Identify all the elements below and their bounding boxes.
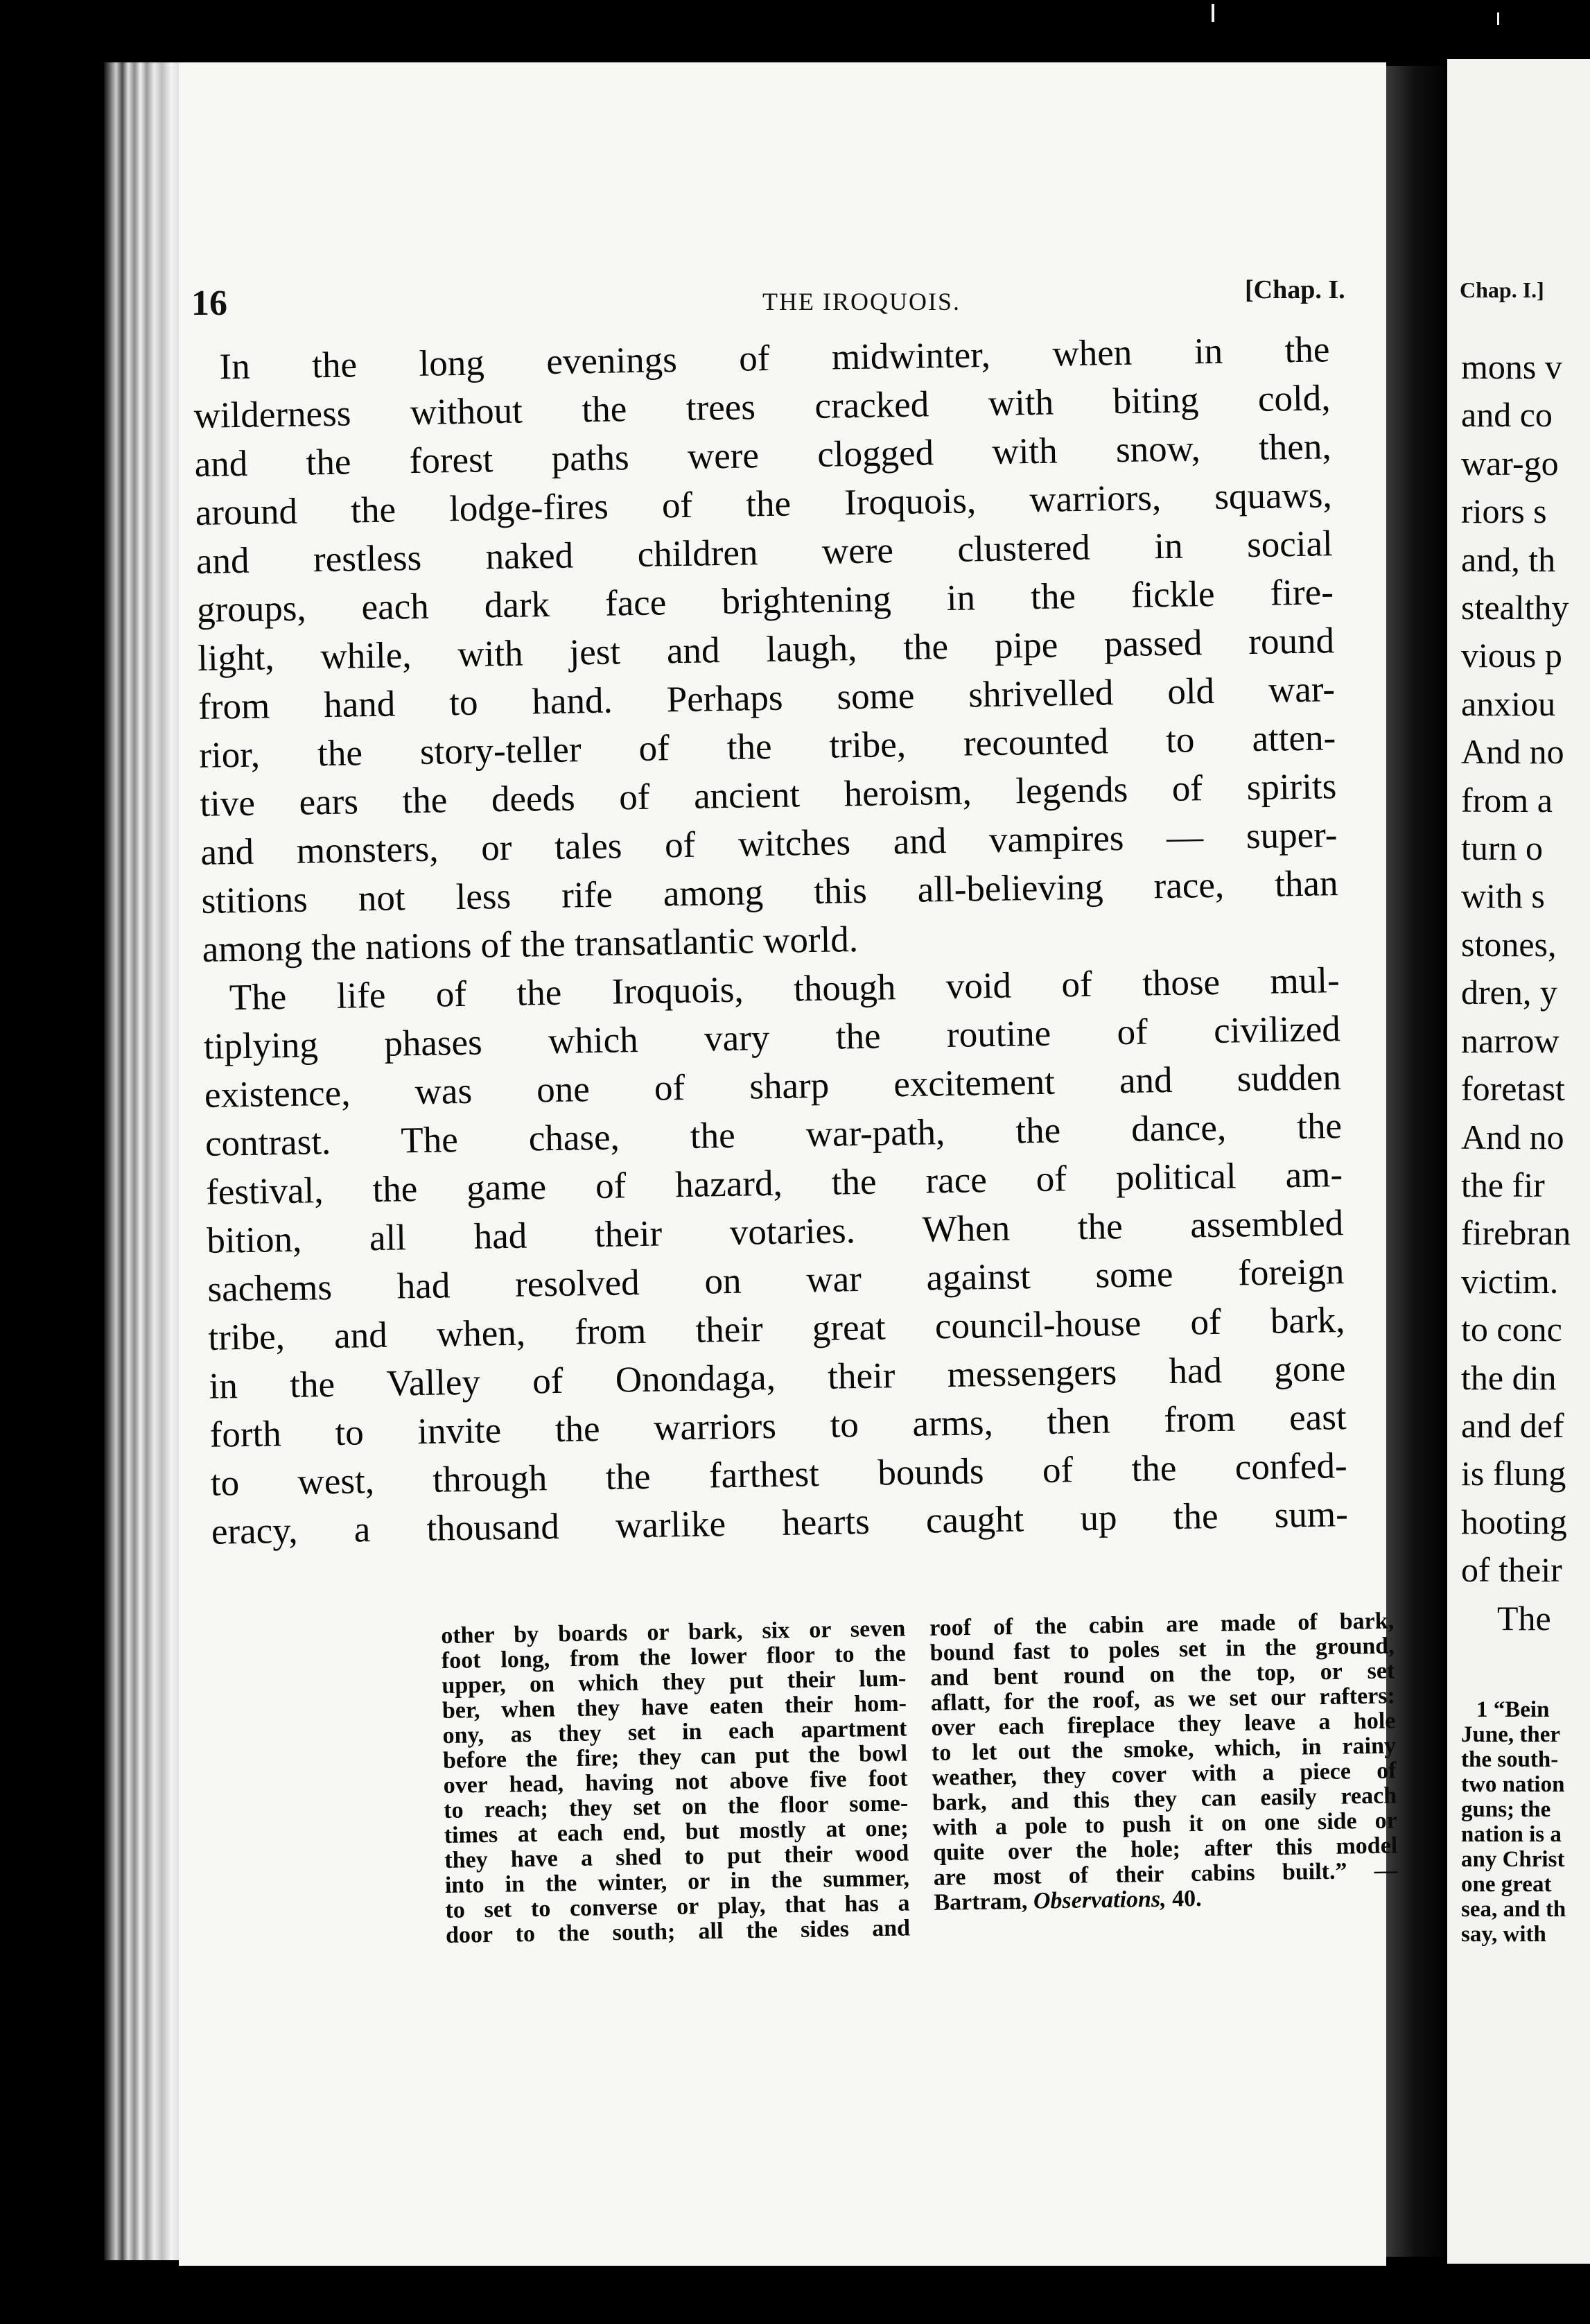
right-page-line: dren, y — [1461, 973, 1557, 1012]
footnote-line: roof of the cabin are made of bark, — [929, 1608, 1395, 1641]
right-page-footnote-line: any Christ — [1461, 1847, 1565, 1872]
text-line: forth to invite the warriors to arms, then from east — [209, 1397, 1347, 1455]
right-page-text — [1461, 343, 1571, 1642]
running-head-title: THE IROQUOIS. — [762, 288, 961, 315]
running-head-chapter: [Chap. I. — [1245, 275, 1345, 304]
footnote-column-right — [929, 1608, 1399, 1915]
footnote-line: quite over the hole; after this model — [932, 1832, 1398, 1866]
text-line: in the Valley of Onondaga, their messengers had gone — [209, 1349, 1346, 1407]
text-line: sachems had resolved on war against some foreign — [207, 1251, 1345, 1310]
text-line: bition, all had their votaries. When the assembled — [206, 1203, 1344, 1261]
footnote-line: door to the south; all the sides and — [445, 1915, 911, 1948]
citation-work: Observations, — [1033, 1886, 1167, 1914]
text-line: existence, was one of sharp excitement and sudden — [204, 1057, 1342, 1116]
footnote-line: aflatt, for the roof, as we set our rafters: — [930, 1683, 1396, 1716]
right-page-footnote-line: June, ther — [1461, 1722, 1560, 1747]
right-page-line: war-go — [1461, 443, 1559, 483]
footnote-line: over each fireplace they leave a hole — [931, 1708, 1396, 1741]
right-page-footnote-line: one great — [1461, 1872, 1552, 1897]
text-line: from hand to hand. Perhaps some shrivelled old war- — [198, 669, 1336, 727]
page-number: 16 — [191, 284, 227, 323]
text-line: festival, the game of hazard, the race of political am- — [205, 1154, 1343, 1213]
footnote-line: bark, and this they can easily reach — [932, 1783, 1397, 1816]
footnote-line: and bent round on the top, or set — [930, 1658, 1395, 1691]
citation-page: 40. — [1166, 1885, 1202, 1912]
footnote-line: to set to converse or play, that has a — [445, 1890, 910, 1923]
page-stack-edge — [104, 62, 180, 2260]
scan-mark — [1212, 4, 1214, 22]
text-line: light, while, with jest and laugh, the pipe passed round — [197, 621, 1335, 679]
right-page-header: Chap. I.] — [1460, 277, 1544, 302]
text-line: wilderness without the trees cracked with biting cold, — [193, 378, 1331, 436]
right-page-line: and def — [1461, 1405, 1564, 1445]
text-line: tive ears the deeds of ancient heroism, legends of spirits — [199, 766, 1337, 824]
right-page-line: from a — [1461, 780, 1553, 820]
text-line: around the lodge-fires of the Iroquois, warriors, squaws, — [195, 475, 1333, 533]
footnote-line: to let out the smoke, which, in rainy — [931, 1733, 1397, 1766]
scan-mark — [1497, 12, 1499, 25]
text-line: contrast. The chase, the war-path, the dance, the — [204, 1106, 1343, 1164]
text-line: The life of the Iroquois, though void of those mul- — [229, 960, 1340, 1018]
footnote-line: upper, on which they put their lum- — [442, 1665, 907, 1699]
right-page-line: victim. — [1461, 1261, 1559, 1301]
right-page-line: the din — [1461, 1358, 1557, 1397]
right-page-line: And no — [1461, 1117, 1564, 1156]
text-line: among the nations of the transatlantic world. — [202, 919, 859, 970]
right-page-footnote-line: say, with — [1461, 1922, 1546, 1947]
right-page-line: of their — [1461, 1550, 1562, 1590]
text-line: and the forest paths were clogged with snow, then, — [194, 426, 1332, 485]
text-line: stitions not less rife among this all-believing race, than — [201, 863, 1338, 921]
footnote-line: before the fire; they can put the bowl — [442, 1740, 908, 1774]
right-page-line: And no — [1461, 732, 1564, 772]
right-page-line: riors s — [1461, 492, 1547, 531]
footnote-line: they have a shed to put their wood — [444, 1840, 909, 1873]
footnote-line: times at each end, but mostly at one; — [444, 1815, 909, 1848]
right-page-line: hooting — [1461, 1502, 1567, 1541]
footnote-line: are most of their cabins built.” — — [933, 1857, 1399, 1891]
right-page-line: stealthy — [1461, 588, 1569, 627]
right-page-line: with s — [1461, 876, 1545, 916]
footnote-line: ber, when they have eaten their hom- — [442, 1690, 907, 1724]
right-page-footnote-line: nation is a — [1461, 1822, 1562, 1847]
right-page-line: the fir — [1461, 1165, 1545, 1204]
right-page-line: foretast — [1461, 1069, 1565, 1109]
footnote-line: weather, they cover with a piece of — [932, 1758, 1397, 1791]
right-page-footnote-line: two nation — [1461, 1772, 1565, 1797]
right-page-line: is flung — [1461, 1454, 1566, 1493]
text-line: eracy, a thousand warlike hearts caught up the sum- — [211, 1494, 1349, 1552]
right-page-line: and, th — [1461, 539, 1556, 579]
book-gutter — [1386, 66, 1449, 2257]
footnote-line: with a pole to push it on one side or — [932, 1807, 1397, 1841]
main-text — [193, 325, 1348, 1556]
footnote-line: ony, as they set in each apartment — [442, 1715, 907, 1749]
footnote-line: bound fast to poles set in the ground, — [929, 1633, 1395, 1666]
text-line: rior, the story-teller of the tribe, recounted to atten- — [198, 718, 1336, 776]
footnote-line: over head, having not above five foot — [443, 1765, 908, 1798]
footnote-line: into in the winter, or in the summer, — [444, 1865, 910, 1898]
footnote-line: other by boards or bark, six or seven — [440, 1615, 906, 1649]
right-page-line: vious p — [1461, 636, 1562, 675]
right-page-line: The — [1497, 1598, 1551, 1638]
right-page-line: anxiou — [1461, 684, 1556, 723]
citation-author: Bartram, — [934, 1888, 1034, 1916]
right-page-line: turn o — [1461, 829, 1544, 868]
text-line: and monsters, or tales of witches and vampires — super- — [200, 815, 1338, 873]
right-page-footnote — [1461, 1697, 1566, 1947]
footnote-line: to reach; they set on the floor some- — [443, 1790, 909, 1823]
footnote-line: foot long, from the lower floor to the — [441, 1640, 907, 1674]
footnote-column-left — [441, 1616, 910, 1948]
right-page-footnote-line: 1 “Bein — [1476, 1697, 1550, 1722]
text-line: and restless naked children were clustered in social — [195, 523, 1334, 582]
text-line: In the long evenings of midwinter, when in the — [219, 329, 1330, 388]
right-page-line: stones, — [1461, 924, 1557, 964]
right-page-line: narrow — [1461, 1021, 1560, 1060]
right-page-line: firebran — [1461, 1213, 1571, 1253]
text-line: groups, each dark face brightening in the fickle fire- — [196, 572, 1334, 630]
right-page-line: mons v — [1461, 347, 1562, 386]
right-page-line: to conc — [1461, 1310, 1562, 1349]
right-page-line: and co — [1461, 395, 1553, 435]
text-line: tribe, and when, from their great council-house of bark, — [208, 1300, 1345, 1358]
right-page-footnote-line: the south- — [1461, 1747, 1559, 1772]
right-page-footnote-line: guns; the — [1461, 1797, 1551, 1822]
text-line: to west, through the farthest bounds of the confed- — [210, 1446, 1348, 1504]
right-page-footnote-line: sea, and th — [1461, 1897, 1566, 1922]
text-line: tiplying phases which vary the routine of civilized — [203, 1009, 1341, 1067]
